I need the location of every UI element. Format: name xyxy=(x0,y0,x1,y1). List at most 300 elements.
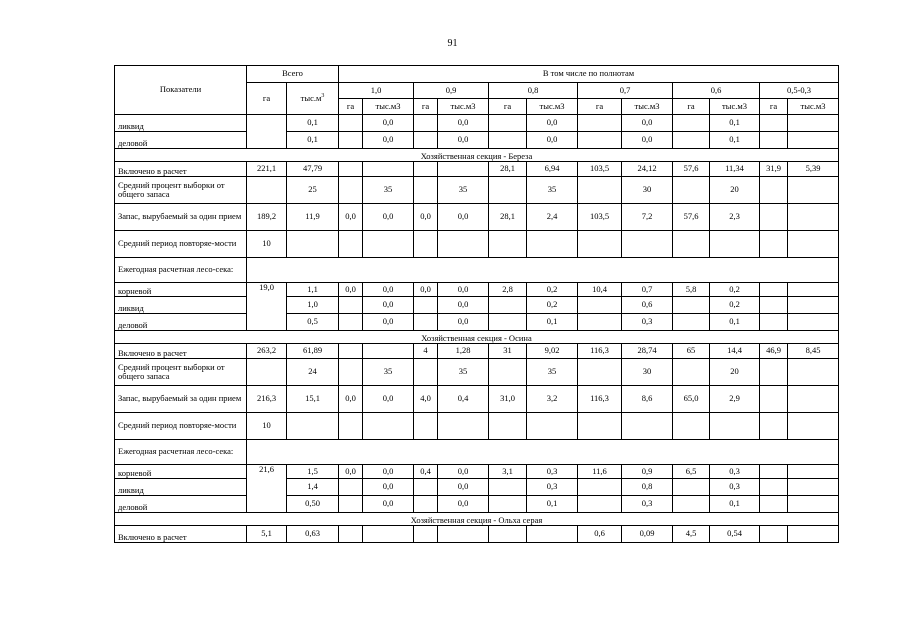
table-cell xyxy=(760,526,788,543)
table-cell: 0,1 xyxy=(287,132,339,149)
row-label: Запас, вырубаемый за один прием xyxy=(115,204,247,231)
table-cell xyxy=(247,115,287,149)
table-cell xyxy=(788,132,839,149)
table-cell xyxy=(622,413,673,440)
table-cell: 15,1 xyxy=(287,386,339,413)
table-cell: 65,0 xyxy=(673,386,710,413)
table-cell xyxy=(414,314,438,331)
table-cell xyxy=(414,526,438,543)
table-cell: 0,54 xyxy=(710,526,760,543)
table-cell xyxy=(673,132,710,149)
table-cell: 8,45 xyxy=(788,344,839,359)
table-cell: 35 xyxy=(438,177,489,204)
table-cell: 0,7 xyxy=(622,283,673,297)
row-label: Средний процент выборки от общего запаса xyxy=(115,177,247,204)
table-cell: 30 xyxy=(622,359,673,386)
table-cell: 0,1 xyxy=(710,496,760,513)
subheader-ha: га xyxy=(414,99,438,115)
table-cell: 0,0 xyxy=(438,204,489,231)
row-label: Включено в расчет xyxy=(115,162,247,177)
table-cell xyxy=(414,231,438,258)
table-cell xyxy=(414,177,438,204)
table-cell xyxy=(760,177,788,204)
subheader-m3: тыс.м3 xyxy=(788,99,839,115)
table-cell xyxy=(339,344,363,359)
table-cell xyxy=(788,496,839,513)
table-cell xyxy=(760,297,788,314)
table-cell: 25 xyxy=(287,177,339,204)
table-cell xyxy=(489,479,527,496)
table-cell xyxy=(363,526,414,543)
table-cell: 0,0 xyxy=(363,132,414,149)
table-cell: 0,1 xyxy=(710,115,760,132)
subheader-ha: га xyxy=(489,99,527,115)
row-label: Средний процент выборки от общего запаса xyxy=(115,359,247,386)
table-cell xyxy=(760,413,788,440)
table-cell: 1,0 xyxy=(287,297,339,314)
table-cell xyxy=(578,297,622,314)
subheader-ha: га xyxy=(339,99,363,115)
table-cell xyxy=(339,231,363,258)
table-cell: 0,6 xyxy=(622,297,673,314)
table-cell: 1,28 xyxy=(438,344,489,359)
table-cell xyxy=(489,177,527,204)
table-cell: 0,1 xyxy=(710,132,760,149)
table-cell: 2,4 xyxy=(527,204,578,231)
table-cell xyxy=(339,359,363,386)
subheader-ha: га xyxy=(673,99,710,115)
table-cell: 116,3 xyxy=(578,344,622,359)
table-cell: 0,0 xyxy=(363,386,414,413)
table-cell xyxy=(788,479,839,496)
table-cell: 0,0 xyxy=(363,479,414,496)
table-cell: 35 xyxy=(527,177,578,204)
table-cell xyxy=(578,177,622,204)
table-cell: 35 xyxy=(438,359,489,386)
row-label: ликвид xyxy=(115,115,247,132)
row-label: ликвид xyxy=(115,479,247,496)
subheader-ha: га xyxy=(760,99,788,115)
table-cell xyxy=(760,386,788,413)
table-row xyxy=(115,115,839,132)
blank-cell xyxy=(247,258,839,283)
table-cell: 0,0 xyxy=(363,204,414,231)
table-cell: 3,2 xyxy=(527,386,578,413)
table-cell: 10 xyxy=(247,231,287,258)
table-cell xyxy=(578,231,622,258)
table-cell xyxy=(527,526,578,543)
table-cell: 6,5 xyxy=(673,465,710,479)
table-cell: 0,0 xyxy=(414,204,438,231)
table-row xyxy=(115,526,839,543)
section-row xyxy=(115,513,839,526)
table-cell: 0,0 xyxy=(438,283,489,297)
table-cell: 30 xyxy=(622,177,673,204)
row-label: Включено в расчет xyxy=(115,344,247,359)
table-cell: 28,1 xyxy=(489,204,527,231)
table-cell xyxy=(673,115,710,132)
table-cell: 216,3 xyxy=(247,386,287,413)
table-cell xyxy=(788,204,839,231)
table-cell: 7,2 xyxy=(622,204,673,231)
table-cell xyxy=(760,479,788,496)
table-cell xyxy=(760,359,788,386)
table-cell xyxy=(760,204,788,231)
table-cell xyxy=(788,115,839,132)
table-cell: 0,0 xyxy=(438,465,489,479)
row-label: корневой xyxy=(115,465,247,479)
table-cell xyxy=(489,413,527,440)
table-cell: 0,1 xyxy=(527,496,578,513)
table-cell xyxy=(527,413,578,440)
table-cell: 0,4 xyxy=(438,386,489,413)
table-cell xyxy=(578,314,622,331)
table-cell xyxy=(673,413,710,440)
table-cell xyxy=(489,526,527,543)
table-row xyxy=(115,479,839,496)
table-cell: 0,0 xyxy=(363,283,414,297)
table-row xyxy=(115,204,839,231)
table-row xyxy=(115,314,839,331)
table-cell xyxy=(363,344,414,359)
table-cell xyxy=(578,496,622,513)
table-cell: 11,34 xyxy=(710,162,760,177)
table-row xyxy=(115,297,839,314)
header-incl-by-density: В том числе по полнотам xyxy=(339,66,839,83)
row-label: корневой xyxy=(115,283,247,297)
table-cell: 0,0 xyxy=(363,496,414,513)
table-cell xyxy=(578,479,622,496)
table-cell xyxy=(438,413,489,440)
row-label: Запас, вырубаемый за один прием xyxy=(115,386,247,413)
table-cell: 0,0 xyxy=(438,297,489,314)
table-cell: 0,8 xyxy=(622,479,673,496)
table-cell xyxy=(287,231,339,258)
table-cell: 1,5 xyxy=(287,465,339,479)
table-cell: 3,1 xyxy=(489,465,527,479)
table-cell xyxy=(339,496,363,513)
table-cell: 6,94 xyxy=(527,162,578,177)
table-cell xyxy=(788,297,839,314)
header-row-1 xyxy=(115,66,839,83)
table-cell xyxy=(489,132,527,149)
table-cell: 14,4 xyxy=(710,344,760,359)
table-cell xyxy=(489,359,527,386)
table-cell xyxy=(527,231,578,258)
table-cell: 0,0 xyxy=(363,297,414,314)
table-cell: 0,9 xyxy=(622,465,673,479)
table-cell xyxy=(673,479,710,496)
table-cell xyxy=(414,162,438,177)
table-row xyxy=(115,283,839,297)
table-cell: 263,2 xyxy=(247,344,287,359)
row-label: деловой xyxy=(115,496,247,513)
row-label: Включено в расчет xyxy=(115,526,247,543)
table-cell xyxy=(414,132,438,149)
table-cell: 20 xyxy=(710,177,760,204)
table-cell: 65 xyxy=(673,344,710,359)
table-cell: 11,6 xyxy=(578,465,622,479)
table-cell: 0,0 xyxy=(438,314,489,331)
table-cell: 0,0 xyxy=(339,204,363,231)
table-cell: 4,5 xyxy=(673,526,710,543)
subheader-m3: тыс.м3 xyxy=(363,99,414,115)
row-label: деловой xyxy=(115,314,247,331)
table-cell: 19,0 xyxy=(247,283,287,331)
table-cell xyxy=(760,283,788,297)
table-cell xyxy=(247,177,287,204)
table-cell: 24,12 xyxy=(622,162,673,177)
table-cell: 0,2 xyxy=(710,297,760,314)
table-cell: 2,3 xyxy=(710,204,760,231)
section-row xyxy=(115,331,839,344)
table-cell: 0,2 xyxy=(527,283,578,297)
table-cell: 20 xyxy=(710,359,760,386)
table-cell: 0,6 xyxy=(578,526,622,543)
table-cell: 0,4 xyxy=(414,465,438,479)
table-cell: 103,5 xyxy=(578,162,622,177)
table-cell xyxy=(578,132,622,149)
table-cell: 0,0 xyxy=(339,465,363,479)
table-cell: 35 xyxy=(363,177,414,204)
table-cell: 0,09 xyxy=(622,526,673,543)
table-cell: 9,02 xyxy=(527,344,578,359)
header-indicators: Показатели xyxy=(115,66,247,115)
table-cell xyxy=(489,115,527,132)
table-cell xyxy=(710,231,760,258)
table-cell: 0,0 xyxy=(527,115,578,132)
table-cell xyxy=(414,413,438,440)
table-row xyxy=(115,359,839,386)
blank-cell xyxy=(247,440,839,465)
table-cell: 0,3 xyxy=(527,465,578,479)
table-cell xyxy=(788,283,839,297)
table-row xyxy=(115,440,839,465)
table-cell: 0,0 xyxy=(363,314,414,331)
table-cell: 0,3 xyxy=(710,479,760,496)
table-cell: 0,0 xyxy=(438,132,489,149)
row-label: Средний период повторяе-мости xyxy=(115,413,247,440)
table-cell: 0,0 xyxy=(438,496,489,513)
row-label: деловой xyxy=(115,132,247,149)
table-cell xyxy=(414,479,438,496)
table-row xyxy=(115,177,839,204)
table-cell: 24 xyxy=(287,359,339,386)
table-cell: 10 xyxy=(247,413,287,440)
subheader-m3: тыс.м3 xyxy=(622,99,673,115)
table-cell: 28,74 xyxy=(622,344,673,359)
header-density: 0,8 xyxy=(489,83,578,99)
table-cell xyxy=(788,465,839,479)
table-cell: 116,3 xyxy=(578,386,622,413)
table-cell xyxy=(760,132,788,149)
table-cell xyxy=(489,297,527,314)
table-cell: 31,0 xyxy=(489,386,527,413)
subheader-m3: тыс.м3 xyxy=(710,99,760,115)
table-cell: 2,8 xyxy=(489,283,527,297)
table-cell: 31 xyxy=(489,344,527,359)
header-density: 0,7 xyxy=(578,83,673,99)
table-cell xyxy=(673,496,710,513)
table-cell: 4,0 xyxy=(414,386,438,413)
table-cell xyxy=(760,465,788,479)
section-title: Хозяйственная секция - Ольха серая xyxy=(115,513,839,526)
table-cell: 0,63 xyxy=(287,526,339,543)
table-cell: 0,0 xyxy=(414,283,438,297)
subheader-ha: га xyxy=(578,99,622,115)
table-cell xyxy=(363,413,414,440)
table-cell xyxy=(339,314,363,331)
table-cell xyxy=(414,496,438,513)
table-cell: 0,0 xyxy=(527,132,578,149)
table-cell: 31,9 xyxy=(760,162,788,177)
table-cell: 35 xyxy=(363,359,414,386)
subheader-m3: тыс.м3 xyxy=(527,99,578,115)
table-cell xyxy=(673,359,710,386)
table-cell: 0,2 xyxy=(527,297,578,314)
table-cell: 46,9 xyxy=(760,344,788,359)
section-row xyxy=(115,149,839,162)
table-cell: 5,8 xyxy=(673,283,710,297)
table-cell xyxy=(760,314,788,331)
table-cell: 0,1 xyxy=(527,314,578,331)
table-row xyxy=(115,344,839,359)
table-cell xyxy=(760,115,788,132)
header-total-ha: га xyxy=(247,83,287,115)
table-cell xyxy=(788,526,839,543)
section-title: Хозяйственная секция - Береза xyxy=(115,149,839,162)
row-label: Ежегодная расчетная лесо-сека: xyxy=(115,440,247,465)
table-cell xyxy=(339,177,363,204)
table-cell xyxy=(788,314,839,331)
row-label: Ежегодная расчетная лесо-сека: xyxy=(115,258,247,283)
table-cell: 0,0 xyxy=(339,386,363,413)
table-cell xyxy=(247,359,287,386)
table-cell xyxy=(788,177,839,204)
table-cell xyxy=(489,314,527,331)
table-cell xyxy=(339,413,363,440)
forest-data-table xyxy=(114,65,839,543)
table-cell: 28,1 xyxy=(489,162,527,177)
table-row xyxy=(115,162,839,177)
section-title: Хозяйственная секция - Осина xyxy=(115,331,839,344)
table-cell: 35 xyxy=(527,359,578,386)
table-cell xyxy=(489,496,527,513)
table-cell: 103,5 xyxy=(578,204,622,231)
table-cell xyxy=(339,297,363,314)
table-row xyxy=(115,132,839,149)
table-cell xyxy=(673,314,710,331)
table-cell: 0,3 xyxy=(527,479,578,496)
table-cell: 0,3 xyxy=(622,314,673,331)
table-cell: 0,0 xyxy=(438,115,489,132)
table-cell xyxy=(788,386,839,413)
table-cell: 5,39 xyxy=(788,162,839,177)
table-cell: 0,0 xyxy=(438,479,489,496)
table-cell: 57,6 xyxy=(673,162,710,177)
table-cell xyxy=(339,162,363,177)
table-cell: 61,89 xyxy=(287,344,339,359)
header-density: 1,0 xyxy=(339,83,414,99)
table-cell xyxy=(414,115,438,132)
table-cell: 57,6 xyxy=(673,204,710,231)
table-cell: 0,1 xyxy=(287,115,339,132)
table-cell: 0,1 xyxy=(710,314,760,331)
table-cell xyxy=(363,162,414,177)
table-cell: 47,79 xyxy=(287,162,339,177)
table-cell: 5,1 xyxy=(247,526,287,543)
table-cell: 10,4 xyxy=(578,283,622,297)
table-cell xyxy=(710,413,760,440)
table-cell xyxy=(363,231,414,258)
table-cell xyxy=(438,526,489,543)
table-row xyxy=(115,231,839,258)
row-label: Средний период повторяе-мости xyxy=(115,231,247,258)
table-cell xyxy=(339,526,363,543)
table-cell: 0,0 xyxy=(363,115,414,132)
header-density: 0,9 xyxy=(414,83,489,99)
table-cell xyxy=(788,231,839,258)
table-cell xyxy=(760,231,788,258)
table-cell xyxy=(438,162,489,177)
table-cell: 0,0 xyxy=(363,465,414,479)
table-cell: 0,2 xyxy=(710,283,760,297)
table-row xyxy=(115,496,839,513)
header-total: Всего xyxy=(247,66,339,83)
table-cell xyxy=(673,297,710,314)
table-cell xyxy=(788,413,839,440)
page-number: 91 xyxy=(447,38,458,49)
table-cell: 21,6 xyxy=(247,465,287,513)
table-cell: 0,3 xyxy=(710,465,760,479)
table-cell: 189,2 xyxy=(247,204,287,231)
table-cell: 8,6 xyxy=(622,386,673,413)
header-total-m3: $тыс.м^3$ xyxy=(287,83,339,115)
header-density: 0,6 xyxy=(673,83,760,99)
table-cell xyxy=(578,413,622,440)
table-cell xyxy=(578,115,622,132)
table-cell: 4 xyxy=(414,344,438,359)
table-row xyxy=(115,386,839,413)
table-cell: 1,4 xyxy=(287,479,339,496)
subheader-m3: тыс.м3 xyxy=(438,99,489,115)
table-cell: 0,0 xyxy=(622,115,673,132)
table-cell xyxy=(339,479,363,496)
table-cell: 0,0 xyxy=(339,283,363,297)
row-label: ликвид xyxy=(115,297,247,314)
table-cell: 2,9 xyxy=(710,386,760,413)
table-cell: 0,3 xyxy=(622,496,673,513)
table-cell: 0,50 xyxy=(287,496,339,513)
table-cell xyxy=(489,231,527,258)
table-cell: 11,9 xyxy=(287,204,339,231)
table-cell xyxy=(578,359,622,386)
table-row xyxy=(115,258,839,283)
table-cell xyxy=(760,496,788,513)
table-cell xyxy=(339,132,363,149)
table-row xyxy=(115,413,839,440)
table-cell xyxy=(287,413,339,440)
table-cell xyxy=(673,231,710,258)
table-cell xyxy=(438,231,489,258)
table-cell xyxy=(339,115,363,132)
table-cell: 1,1 xyxy=(287,283,339,297)
table-cell: 221,1 xyxy=(247,162,287,177)
table-cell: 0,0 xyxy=(622,132,673,149)
table-cell xyxy=(673,177,710,204)
table-cell: 0,5 xyxy=(287,314,339,331)
table-row xyxy=(115,465,839,479)
